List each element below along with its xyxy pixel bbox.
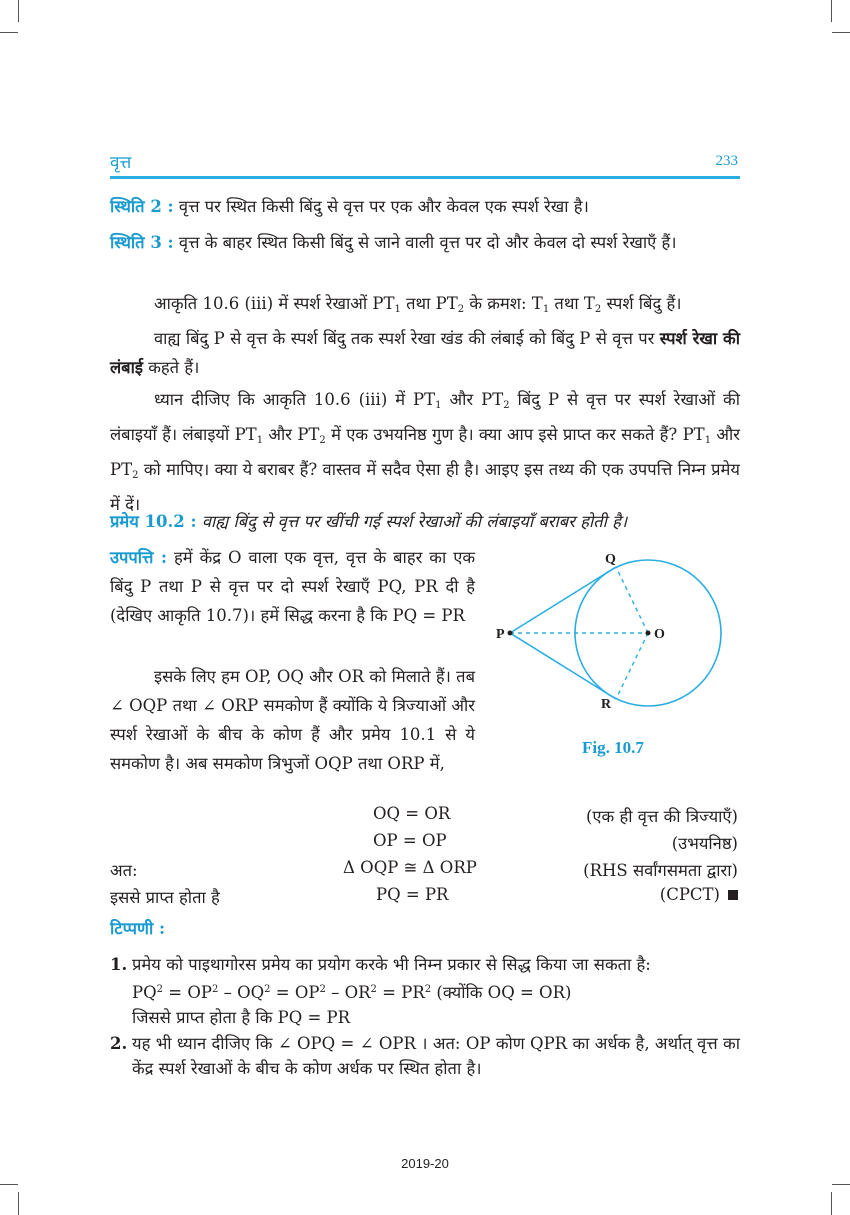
step-1-statement: OQ = OR [373,804,451,823]
superscript: 2 [264,984,271,995]
text: PQ [132,983,157,1002]
text: वाह्य बिंदु P से वृत्त के स्पर्श बिंदु तक स्पर्श रेखा खंड की लंबाई को बिंदु P से वृत्त पर [154,329,660,348]
remark-1-equation [110,977,740,1005]
remark-heading: टिप्पणी : [110,919,166,938]
step-4-prefix: इससे प्राप्त होता है [110,888,220,907]
text: यह भी ध्यान दीजिए कि ∠ OPQ = ∠ OPR । अत: OP कोण QPR का अर्धक है, अर्थात् वृत्त का केंद्र स्पर्श रेखाओं के बीच के कोण अर्धक पर स्थित होता है। [132,1034,740,1078]
superscript: 2 [424,984,432,995]
subscript: 2 [319,435,326,446]
radius-oq [616,567,648,633]
text: में एक उभयनिष्ठ गुण है। क्या आप इसे प्राप्त कर सकते हैं? PT [325,425,705,444]
text: स्पर्श बिंदु हैं। [601,294,682,313]
text: तथा PT [400,294,458,313]
case-3-label: स्थिति 3 : [110,233,174,252]
step-3-statement: Δ OQP ≅ Δ ORP [343,858,477,877]
step-4-statement: PQ = PR [376,885,449,904]
proof-label: उपपत्ति : [110,548,168,567]
case-3-text: वृत्त के बाहर स्थित किसी बिंदु से जाने वाली वृत्त पर दो और केवल दो स्पर्श रेखाएँ हैं। [178,233,677,252]
header-rule [110,176,740,179]
crop-mark [832,1184,850,1185]
theorem-label: प्रमेय 10.2 : [110,512,197,531]
label-r: R [601,697,612,712]
subscript: 2 [594,304,602,315]
remark-1-line-3 [110,1005,740,1030]
remark-1 [110,952,740,1030]
text: – OR [325,983,371,1002]
crop-mark [831,1192,832,1215]
text: जिससे प्राप्त होता है कि PQ = PR [132,1008,351,1027]
step-2-reason: (उभयनिष्ठ) [671,834,738,853]
theorem-10-2 [110,507,740,536]
text: को मापिए। क्या ये बराबर हैं? वास्तव में सदैव ऐसा ही है। आइए इस तथ्य की एक उपपत्ति निम्न प्रमेय में दें। [110,460,740,514]
step-3-reason: (RHS सर्वांगसमता द्वारा) [583,861,738,880]
text: = OP [270,983,320,1002]
subscript: 1 [256,435,264,446]
paragraph-observation [110,385,740,519]
defined-term: स्पर्श रेखा की लंबाई [110,329,740,377]
step-2-statement: OP = OP [373,831,447,850]
text: और PT [441,390,504,409]
text: प्रमेय को पाइथागोरस प्रमेय का प्रयोग करके भी निम्न प्रकार से सिद्ध किया जा सकता है: [132,955,651,974]
subscript: 2 [132,470,139,481]
case-2-label: स्थिति 2 : [110,197,174,216]
remark-2 [110,1031,740,1081]
text: = OP [163,983,212,1002]
text: आकृति 10.6 (iii) में स्पर्श रेखाओं PT [154,294,395,313]
text: कहते हैं। [142,358,200,377]
point-o [646,631,651,636]
text: = PR [376,983,425,1002]
crop-mark [18,0,19,22]
superscript: 2 [211,984,219,995]
subscript: 1 [542,304,550,315]
label-p: P [496,627,505,642]
subscript: 1 [394,304,401,315]
figure-caption: Fig. 10.7 [582,738,644,757]
remark-label [110,914,740,943]
label-q: Q [605,552,616,567]
text: के क्रमश: T [464,294,543,313]
paragraph-tangent-points [110,289,740,324]
remark-2-number: 2. [110,1034,128,1053]
superscript: 2 [370,984,377,995]
text: तथा T [549,294,595,313]
proof-paragraph-1 [110,543,475,630]
text: और PT [110,425,740,479]
superscript: 2 [319,984,326,995]
crop-mark [831,0,832,22]
subscript: 2 [503,400,510,411]
crop-mark [0,1184,18,1185]
case-2 [110,192,740,221]
superscript: 2 [156,984,164,995]
text: बिंदु P से वृत्त पर स्पर्श रेखाओं की लंबाइयाँ हैं। लंबाइयों PT [110,390,740,444]
text: और PT [263,425,320,444]
page-number: 233 [715,153,738,169]
proof-paragraph-2 [110,662,475,778]
radius-or [616,633,648,699]
proof-text-1: हमें केंद्र O वाला एक वृत्त, वृत्त के बाहर का एक बिंदु P तथा P से वृत्त पर दो स्पर्श रेखाएँ PQ, PR दी है (देखिए आकृति 10.7)। हमें सिद्ध करना है कि PQ = PR [110,548,476,625]
theorem-text: वाह्य बिंदु से वृत्त पर खींची गई स्पर्श रेखाओं की लंबाइयाँ बराबर होती है। [201,512,628,531]
remark-1-number: 1. [110,955,128,974]
crop-mark [0,32,18,33]
crop-mark [18,1192,19,1215]
text: – OQ [218,983,265,1002]
step-1-reason: (एक ही वृत्त की त्रिज्याएँ) [586,807,738,826]
text: (क्योंकि OQ = OR) [431,983,572,1002]
footer-year: 2019-20 [401,1156,449,1171]
case-3 [110,228,822,257]
case-2-text: वृत्त पर स्थित किसी बिंदु से वृत्त पर एक और केवल एक स्पर्श रेखा है। [178,197,589,216]
point-p [508,631,513,636]
crop-mark [832,32,850,33]
tangent-pr [510,633,616,699]
remark-1-line-1 [110,952,740,977]
proof-text-2: इसके लिए हम OP, OQ और OR को मिलाते हैं। तब ∠ OQP तथा ∠ ORP समकोण हैं क्योंकि ये त्रिज्याओं और स्पर्श रेखाओं के बीच के कोण हैं और प्रमेय 10.1 से ये समकोण है। अब समकोण त्रिभुजों OQP तथा ORP में, [110,667,475,773]
tangent-pq [510,567,616,633]
step-4-reason [660,885,738,904]
figure-tangents-diagram [490,545,740,715]
end-of-proof-square [728,890,738,900]
subscript: 2 [457,304,465,315]
step-3-prefix: अत: [110,861,138,880]
label-o: O [654,627,665,642]
step-4-reason-text: (CPCT) [659,885,720,904]
subscript: 1 [435,400,442,411]
subscript: 1 [704,435,712,446]
paragraph-tangent-length-definition [110,324,740,382]
chapter-title: वृत्त [110,153,132,173]
text: ध्यान दीजिए कि आकृति 10.6 (iii) में PT [154,390,436,409]
